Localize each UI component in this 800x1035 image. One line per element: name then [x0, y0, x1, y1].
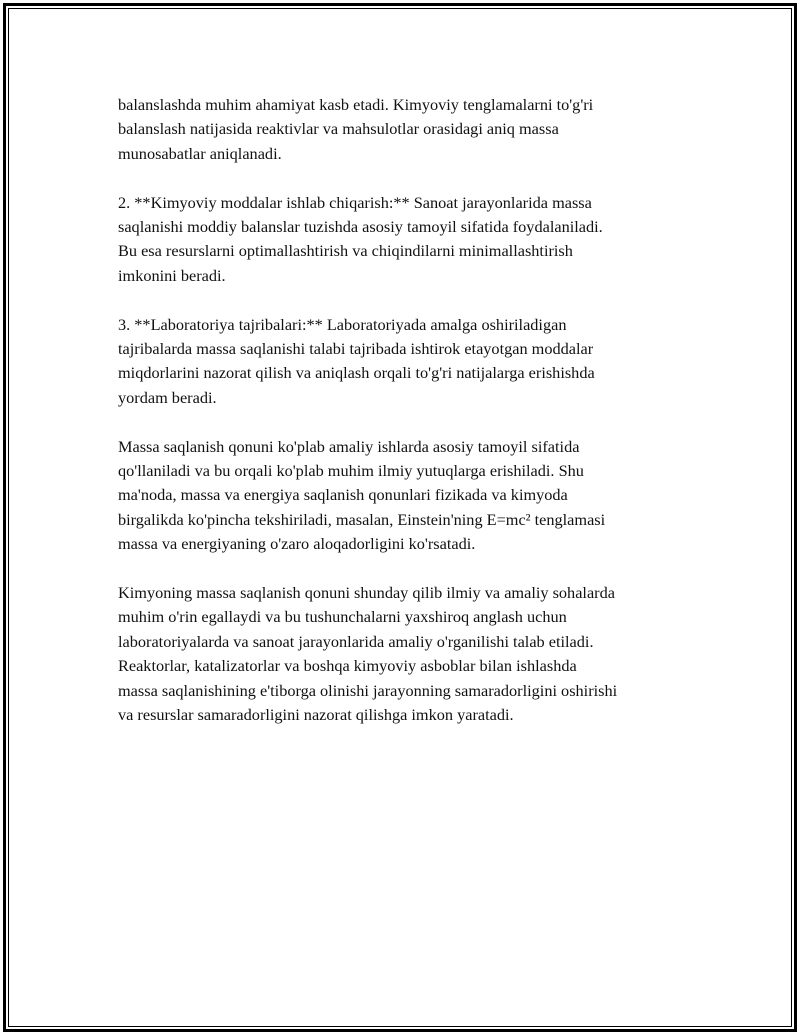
- paragraph-balancing: balanslashda muhim ahamiyat kasb etadi. Kimyoviy tenglamalarni to'g'ri balanslash natijasida reaktivlar va mahsulotlar orasidagi aniq massa munosabatlar aniqlanadi.: [118, 95, 594, 163]
- paragraph-laboratory-experiments: 3. **Laboratoriya tajribalari:** Laboratoriyada amalga oshiriladigan tajribalarda massa saqlanishi talabi tajribada ishtirok etayotgan moddalar miqdorlarini nazorat qilish va aniqlash orqali to'g'ri natijalarga erishishda yordam beradi.: [118, 314, 595, 407]
- paragraph-conclusion: Kimyoning massa saqlanish qonuni shunday qilib ilmiy va amaliy sohalarda muhim o'rin egallaydi va bu tushunchalarni yaxshiroq anglash uchun laboratoriyalarda va sanoat jarayonlarida amaliy o'rganilishi talab etiladi. Reaktorlar, katalizatorlar va boshqa kimyoviy asboblar bilan ishlashda massa saqlanishining e'tiborga olinishi jarayonning samaradorligini oshirishi va resurslar samaradorligini nazorat qilishga imkon yaratadi.: [118, 583, 618, 725]
- paragraph-mass-energy: Massa saqlanish qonuni ko'plab amaliy ishlarda asosiy tamoyil sifatida qo'llaniladi va bu orqali ko'plab muhim ilmiy yutuqlarga erishiladi. Shu ma'noda, massa va energiya saqlanish qonunlari fizikada va kimyoda birgalikda ko'pincha tekshiriladi, masalan, Einstein'ning E=mc² tenglamasi massa va energiyaning o'zaro aloqadorligini ko'rsatadi.: [118, 436, 606, 554]
- document-body: [118, 93, 708, 752]
- paragraph-chemical-production: 2. **Kimyoviy moddalar ishlab chiqarish:** Sanoat jarayonlarida massa saqlanishi moddiy balanslar tuzishda asosiy tamoyil sifatida foydalaniladi. Bu esa resurslarni optimallashtirish va chiqindilarni minimallashtirish imkonini beradi.: [118, 192, 603, 285]
